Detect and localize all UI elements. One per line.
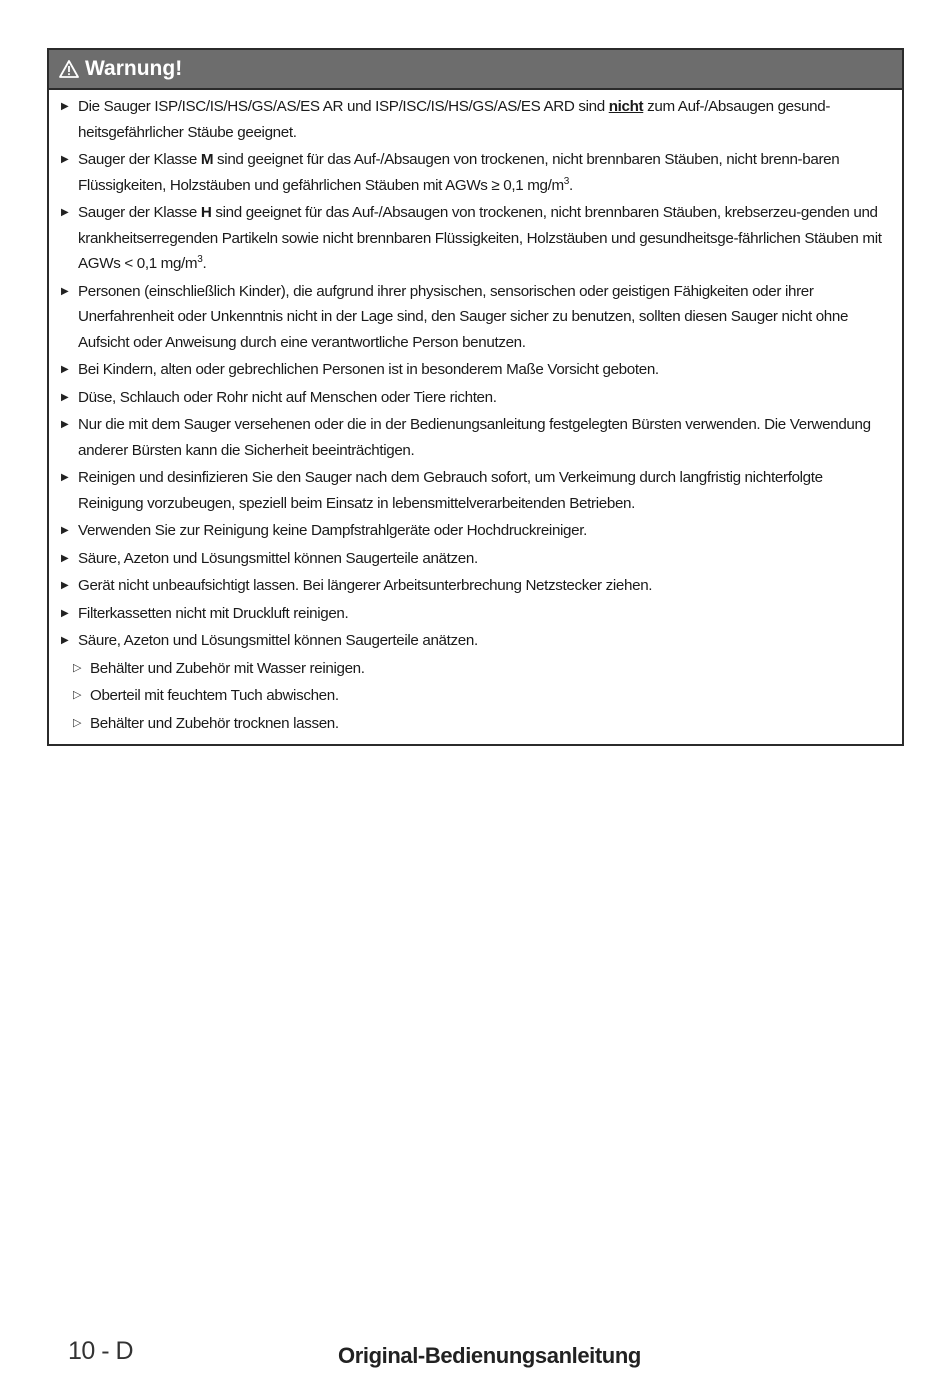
triangle-bullet-icon: ▶ [61, 101, 69, 112]
warning-title: Warnung! [85, 57, 183, 80]
list-item: ▶ Reinigen und desinfizieren Sie den Sauger nach dem Gebrauch sofort, um Verkeimung durch langfristig nichterfolgte Reinigung vorzubeugen, speziell beim Einsatz in lebensmittelverarbeitenden Betrieben. [61, 465, 886, 516]
list-item: ▶ Säure, Azeton und Lösungsmittel können Saugerteile anätzen. [61, 628, 886, 654]
list-item: ▶ Die Sauger ISP/ISC/IS/HS/GS/AS/ES AR und ISP/ISC/IS/HS/GS/AS/ES ARD sind nicht zum Auf-/Absaugen gesund-heitsgefährlicher Stäube geeignet. [61, 94, 886, 145]
list-item: ▶ Verwenden Sie zur Reinigung keine Dampfstrahlgeräte oder Hochdruckreiniger. [61, 518, 886, 544]
outline-triangle-bullet-icon: ▷ [73, 716, 82, 729]
triangle-bullet-icon: ▶ [61, 607, 69, 619]
footer-title: Original-Bedienungsanleitung [338, 1343, 641, 1368]
triangle-bullet-icon: ▶ [61, 580, 69, 591]
warning-triangle-icon [59, 59, 79, 79]
page-number: 10 - D [68, 1337, 134, 1365]
triangle-bullet-icon: ▶ [61, 285, 69, 297]
list-item: ▶ Säure, Azeton und Lösungsmittel können Saugerteile anätzen. [61, 546, 886, 572]
warning-header [49, 50, 902, 90]
sub-list-item: ▷ Oberteil mit feuchtem Tuch abwischen. [61, 683, 886, 709]
list-item: ▶ Filterkassetten nicht mit Druckluft reinigen. [61, 601, 886, 627]
triangle-bullet-icon: ▶ [61, 635, 69, 646]
list-item: ▶ Sauger der Klasse H sind geeignet für das Auf-/Absaugen von trockenen, nicht brennbaren Stäuben, krebserzeu-genden und krankheitserregenden Partikeln sowie nicht brennbaren Flüssigkeiten, Holzstäuben und gesundheitsge-fährlichen Stäuben mit AGWs < 0,1 $mg/m^3$. [61, 200, 886, 277]
list-item: ▶ Düse, Schlauch oder Rohr nicht auf Menschen oder Tiere richten. [61, 385, 886, 411]
triangle-bullet-icon: ▶ [61, 525, 69, 536]
warning-list [49, 90, 902, 744]
triangle-bullet-icon: ▶ [61, 552, 69, 564]
warning-box [47, 48, 904, 746]
triangle-bullet-icon: ▶ [61, 154, 69, 165]
list-item: ▶ Sauger der Klasse M sind geeignet für das Auf-/Absaugen von trockenen, nicht brennbaren Stäuben, nicht brenn-baren Flüssigkeiten, Holzstäuben und gefährlichen Stäuben mit AGWs ≥ 0,1 $mg/m^3$. [61, 147, 886, 198]
outline-triangle-bullet-icon: ▷ [73, 689, 82, 701]
triangle-bullet-icon: ▶ [61, 472, 69, 483]
triangle-bullet-icon: ▶ [61, 419, 69, 430]
triangle-bullet-icon: ▶ [61, 207, 69, 218]
list-item: ▶ Bei Kindern, alten oder gebrechlichen Personen ist in besonderem Maße Vorsicht geboten. [61, 357, 886, 383]
list-item: ▶ Gerät nicht unbeaufsichtigt lassen. Bei längerer Arbeitsunterbrechung Netzstecker ziehen. [61, 573, 886, 599]
sub-list-item: ▷ Behälter und Zubehör mit Wasser reinigen. [61, 656, 886, 682]
list-item: ▶ Nur die mit dem Sauger versehenen oder die in der Bedienungsanleitung festgelegten Bürsten verwenden. Die Verwendung anderer Bürsten kann die Sicherheit beeinträchtigen. [61, 412, 886, 463]
outline-triangle-bullet-icon: ▷ [73, 661, 82, 674]
triangle-bullet-icon: ▶ [61, 391, 69, 403]
sub-list-item: ▷ Behälter und Zubehör trocknen lassen. [61, 711, 886, 737]
list-item: ▶ Personen (einschließlich Kinder), die aufgrund ihrer physischen, sensorischen oder geistigen Fähigkeiten oder ihrer Unerfahrenheit oder Unkenntnis nicht in der Lage sind, den Sauger sicher zu benutzen, sollten diesen Sauger nicht ohne Aufsicht oder Anweisung durch eine verantwortliche Person benutzen. [61, 279, 886, 356]
triangle-bullet-icon: ▶ [61, 364, 69, 375]
